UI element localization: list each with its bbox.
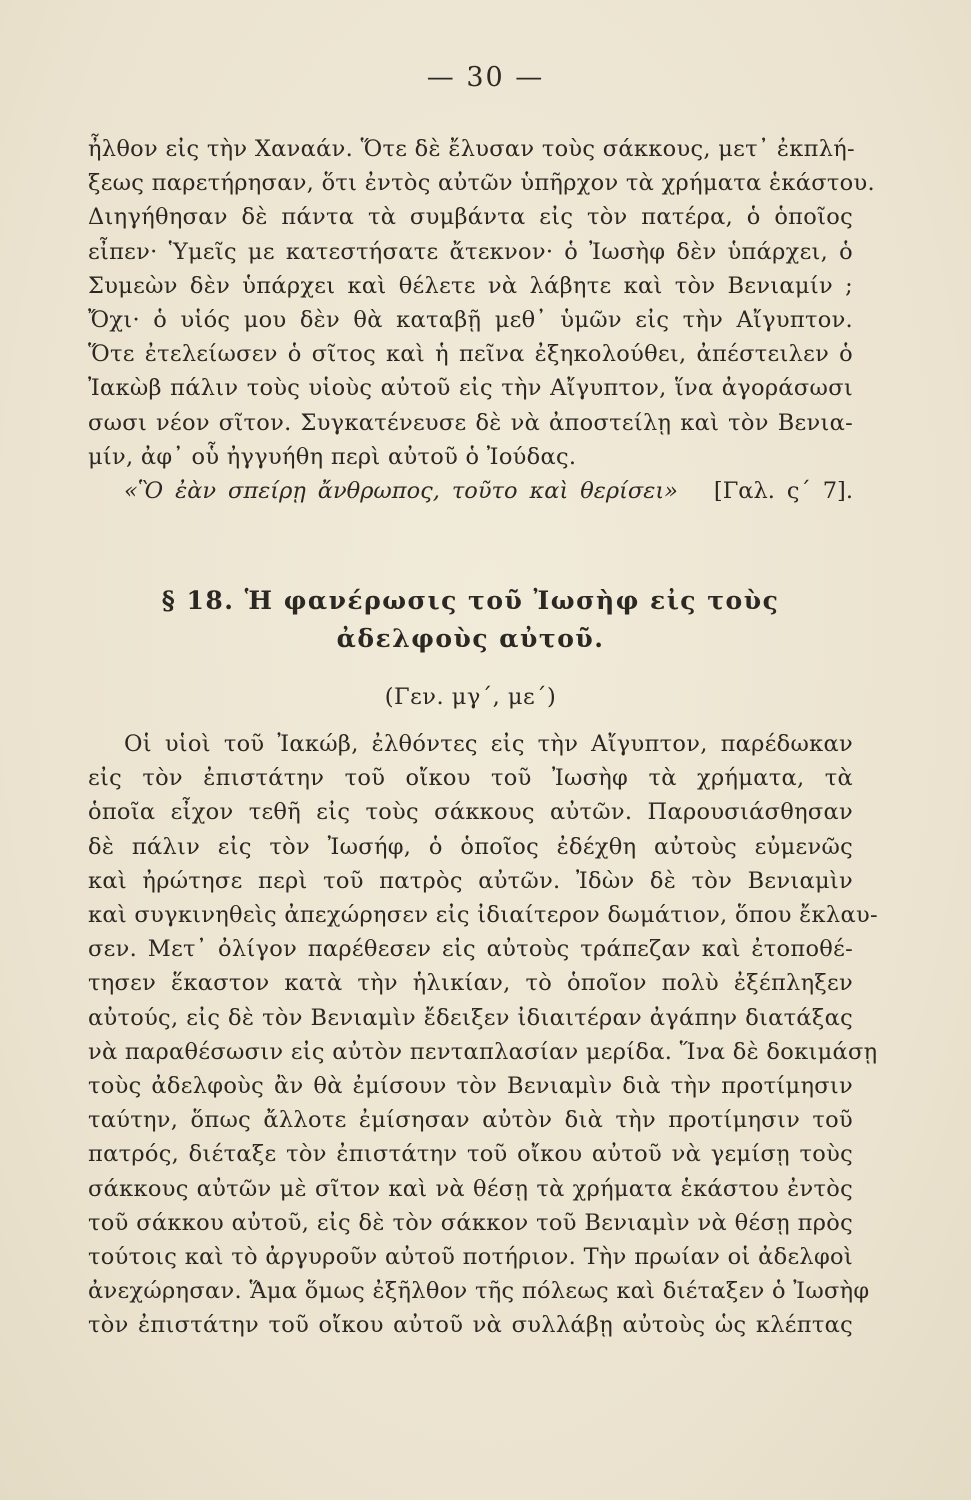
- text-line: τοῦ σάκκου αὐτοῦ, εἰς δὲ τὸν σάκκον τοῦ Βενιαμὶν νὰ θέσῃ πρὸς: [88, 1209, 853, 1236]
- text-line: τὸν ἐπιστάτην τοῦ οἴκου αὐτοῦ νὰ συλλάβῃ αὐτοὺς ὡς κλέπτας: [88, 1312, 853, 1339]
- text-line: σεν. Μετ᾽ ὀλίγον παρέθεσεν εἰς αὐτοὺς τράπεζαν καὶ ἐτοποθέ-: [88, 936, 853, 963]
- text-line: ὁποῖα εἶχον τεθῆ εἰς τοὺς σάκκους αὐτῶν. Παρουσιάσθησαν: [88, 799, 853, 826]
- text-line: τοὺς ἀδελφοὺς ἂν θὰ ἐμίσουν τὸν Βενιαμὶν διὰ τὴν προτίμησιν: [88, 1073, 853, 1100]
- heading-line-one: § 18. Ἡ φανέρωσις τοῦ Ἰωσὴφ εἰς τοὺς: [161, 586, 780, 615]
- text-line: πατρός, διέταξε τὸν ἐπιστάτην τοῦ οἴκου αὐτοῦ νὰ γεμίσῃ τοὺς: [88, 1141, 853, 1168]
- section-citation: (Γεν. μγ´, με´): [384, 684, 557, 710]
- text-line: ξεως παρετήρησαν, ὅτι ἐντὸς αὐτῶν ὑπῆρχον τὰ χρήματα ἑκάστου.: [88, 170, 875, 197]
- text-line: Ὄχι· ὁ υἱός μου δὲν θὰ καταβῇ μεθ᾽ ὑμῶν εἰς τὴν Αἴγυπτον.: [88, 307, 853, 334]
- text-line: εἶπεν· Ὑμεῖς με κατεστήσατε ἄτεκνον· ὁ Ἰωσὴφ δὲν ὑπάρχει, ὁ: [88, 238, 853, 265]
- text-line: ταύτην, ὅπως ἄλλοτε ἐμίσησαν αὐτὸν διὰ τὴν προτίμησιν τοῦ: [88, 1107, 853, 1134]
- text-line: ἀνεχώρησαν. Ἅμα ὅμως ἐξῆλθον τῆς πόλεως καὶ διέταξεν ὁ Ἰωσὴφ: [88, 1278, 870, 1305]
- text-line: δὲ πάλιν εἰς τὸν Ἰωσήφ, ὁ ὁποῖος ἐδέχθη αὐτοὺς εὐμενῶς: [88, 833, 853, 860]
- text-line: σωσι νέον σῖτον. Συγκατένευσε δὲ νὰ ἀποστείλῃ καὶ τὸν Βενια-: [88, 409, 853, 436]
- paragraph-one: [88, 132, 875, 508]
- text-line: Διηγήθησαν δὲ πάντα τὰ συμβάντα εἰς τὸν πατέρα, ὁ ὁποῖος: [88, 204, 853, 231]
- text-line: τούτοις καὶ τὸ ἀργυροῦν αὐτοῦ ποτήριον. Τὴν πρωίαν οἱ ἀδελφοὶ: [88, 1244, 853, 1271]
- text-line: καὶ ἠρώτησε περὶ τοῦ πατρὸς αὐτῶν. Ἰδὼν δὲ τὸν Βενιαμὶν: [88, 867, 853, 894]
- text-line: νὰ παραθέσωσιν εἰς αὐτὸν πενταπλασίαν μερίδα. Ἵνα δὲ δοκιμάσῃ: [88, 1038, 878, 1065]
- text-line: ἦλθον εἰς τὴν Χαναάν. Ὅτε δὲ ἔλυσαν τοὺς σάκκους, μετ᾽ ἐκπλή-: [88, 136, 855, 162]
- text-line: αὐτούς, εἰς δὲ τὸν Βενιαμὶν ἔδειξεν ἰδιαιτέραν ἀγάπην διατάξας: [88, 1004, 853, 1031]
- text-line: μίν, ἀφ᾽ οὗ ἠγγυήθη περὶ αὐτοῦ ὁ Ἰούδας.: [88, 443, 577, 470]
- text-line: καὶ συγκινηθεὶς ἀπεχώρησεν εἰς ἰδιαίτερον δωμάτιον, ὅπου ἔκλαυ-: [88, 902, 878, 929]
- text-line: σάκκους αὐτῶν μὲ σῖτον καὶ νὰ θέσῃ τὰ χρήματα ἑκάστου ἐντὸς: [88, 1175, 853, 1202]
- section-heading: [88, 582, 853, 658]
- quote-reference: [Γαλ. ς´ 7].: [713, 478, 853, 505]
- heading-line-two: ἀδελφοὺς αὐτοῦ.: [336, 624, 605, 653]
- text-line: Ὅτε ἐτελείωσεν ὁ σῖτος καὶ ἡ πεῖνα ἐξηκολούθει, ἀπέστειλεν ὁ: [88, 341, 853, 368]
- quote-text: «Ὃ ἐὰν σπείρῃ ἄνθρωπος, τοῦτο καὶ θερίσει»: [124, 478, 678, 505]
- paragraph-two: [88, 727, 878, 1343]
- text-line: τησεν ἕκαστον κατὰ τὴν ἡλικίαν, τὸ ὁποῖον πολὺ ἐξέπληξεν: [88, 970, 853, 997]
- text-line: Οἱ υἱοὶ τοῦ Ἰακώβ, ἐλθόντες εἰς τὴν Αἴγυπτον, παρέδωκαν: [124, 731, 853, 757]
- text-line: εἰς τὸν ἐπιστάτην τοῦ οἴκου τοῦ Ἰωσὴφ τὰ χρήματα, τὰ: [88, 765, 853, 792]
- text-line: Συμεὼν δὲν ὑπάρχει καὶ θέλετε νὰ λάβητε καὶ τὸν Βενιαμίν ;: [88, 272, 853, 299]
- scripture-quote: [88, 474, 853, 508]
- page-number: — 30 —: [426, 62, 545, 93]
- text-line: Ἰακὼβ πάλιν τοὺς υἱοὺς αὐτοῦ εἰς τὴν Αἴγυπτον, ἵνα ἀγοράσωσι: [88, 375, 853, 402]
